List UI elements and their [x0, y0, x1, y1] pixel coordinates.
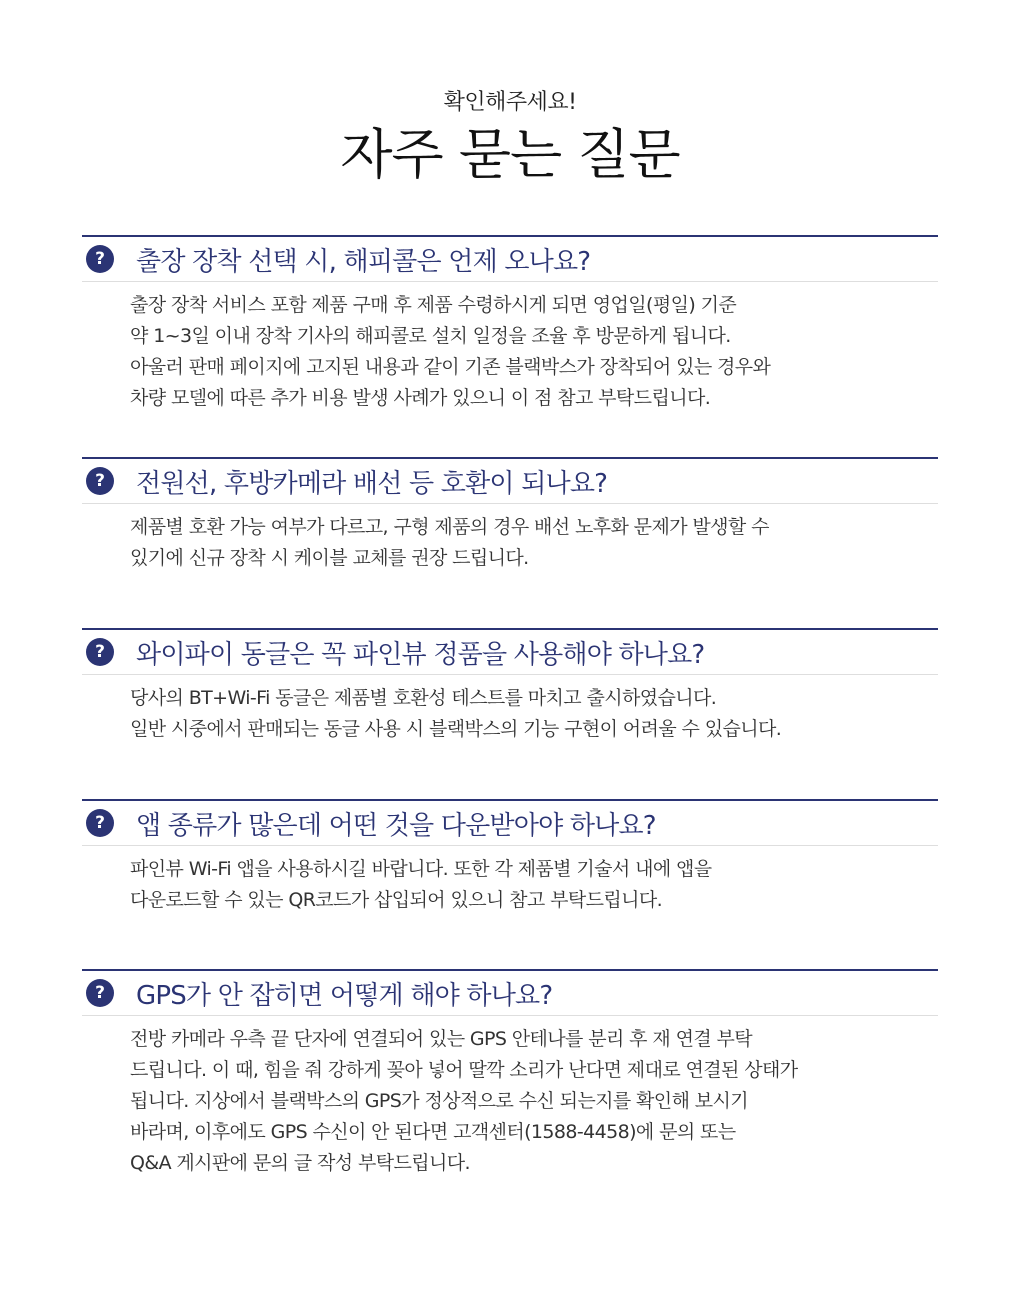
- faq-question-text: 와이파이 동글은 꼭 파인뷰 정품을 사용해야 하나요?: [136, 639, 705, 670]
- faq-item-wifi-dongle: [82, 628, 938, 745]
- faq-answer: [82, 282, 938, 414]
- faq-answer-line: 전방 카메라 우측 끝 단자에 연결되어 있는 GPS 안테나를 분리 후 재 연결 부탁: [130, 1028, 753, 1050]
- faq-question: [82, 457, 938, 504]
- faq-answer-line: 바라며, 이후에도 GPS 수신이 안 된다면 고객센터(1588-4458)에 문의 또는: [130, 1121, 736, 1143]
- faq-answer-line: 다운로드할 수 있는 QR코드가 삽입되어 있으니 참고 부탁드립니다.: [130, 889, 663, 911]
- faq-answer-line: 출장 장착 서비스 포함 제품 구매 후 제품 수령하시게 되면 영업일(평일) 기준: [130, 294, 737, 316]
- faq-question: [82, 235, 938, 282]
- faq-question: [82, 799, 938, 846]
- faq-answer: [82, 504, 938, 574]
- faq-answer-line: 있기에 신규 장착 시 케이블 교체를 권장 드립니다.: [130, 547, 529, 569]
- faq-answer-line: 파인뷰 Wi-Fi 앱을 사용하시길 바랍니다. 또한 각 제품별 기술서 내에 앱을: [130, 858, 712, 880]
- faq-question-text: 출장 장착 선택 시, 해피콜은 언제 오나요?: [136, 246, 591, 277]
- faq-answer: [82, 1016, 938, 1179]
- faq-answer-line: 당사의 BT+Wi-Fi 동글은 제품별 호환성 테스트를 마치고 출시하였습니다.: [130, 687, 717, 709]
- faq-item-gps: [82, 969, 938, 1179]
- faq-answer-line: 드립니다. 이 때, 힘을 줘 강하게 꽂아 넣어 딸깍 소리가 난다면 제대로 연결된 상태가: [130, 1059, 798, 1081]
- question-mark-icon: ?: [86, 245, 114, 273]
- faq-answer: [82, 675, 938, 745]
- page-title: 자주 묻는 질문: [340, 123, 680, 186]
- faq-answer-line: 제품별 호환 가능 여부가 다르고, 구형 제품의 경우 배선 노후화 문제가 발생할 수: [130, 516, 769, 538]
- faq-answer-line: 아울러 판매 페이지에 고지된 내용과 같이 기존 블랙박스가 장착되어 있는 경우와: [130, 356, 771, 378]
- question-mark-icon: ?: [86, 979, 114, 1007]
- faq-item-happy-call: [82, 235, 938, 414]
- faq-item-app-download: [82, 799, 938, 916]
- faq-question-text: 전원선, 후방카메라 배선 등 호환이 되나요?: [136, 468, 608, 499]
- question-mark-icon: ?: [86, 467, 114, 495]
- faq-question: [82, 628, 938, 675]
- faq-answer-line: 약 1~3일 이내 장착 기사의 해피콜로 설치 일정을 조율 후 방문하게 됩니다.: [130, 325, 731, 347]
- question-mark-icon: ?: [86, 809, 114, 837]
- faq-question-text: 앱 종류가 많은데 어떤 것을 다운받아야 하나요?: [136, 810, 656, 841]
- faq-question: [82, 969, 938, 1016]
- faq-answer-line: Q&A 게시판에 문의 글 작성 부탁드립니다.: [130, 1152, 470, 1174]
- faq-answer-line: 됩니다. 지상에서 블랙박스의 GPS가 정상적으로 수신 되는지를 확인해 보시기: [130, 1090, 749, 1112]
- faq-answer-line: 일반 시중에서 판매되는 동글 사용 시 블랙박스의 기능 구현이 어려울 수 있습니다.: [130, 718, 782, 740]
- faq-answer-line: 차량 모델에 따른 추가 비용 발생 사례가 있으니 이 점 참고 부탁드립니다.: [130, 387, 711, 409]
- faq-item-compatibility: [82, 457, 938, 574]
- question-mark-icon: ?: [86, 638, 114, 666]
- faq-answer: [82, 846, 938, 916]
- page-subtitle: 확인해주세요!: [443, 90, 577, 115]
- page-header: [0, 88, 1020, 188]
- faq-question-text: GPS가 안 잡히면 어떻게 해야 하나요?: [136, 980, 553, 1011]
